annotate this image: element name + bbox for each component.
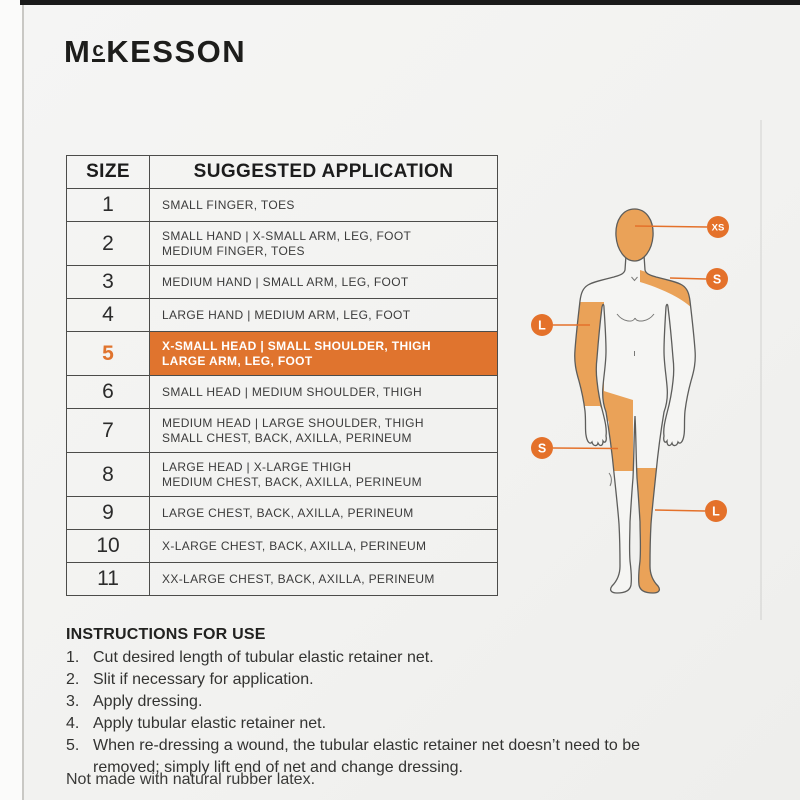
size-row-3 — [67, 266, 498, 299]
package-top-edge — [20, 0, 800, 5]
instructions-steps — [66, 647, 641, 779]
size-row-1 — [67, 189, 498, 222]
step-text: Slit if necessary for application. — [93, 671, 314, 688]
size-header: SIZE — [67, 156, 150, 189]
svg-text:XS: XS — [711, 222, 725, 234]
logo-underlined-c: c — [92, 37, 106, 61]
logo-rest: KESSON — [106, 34, 247, 69]
application-cell — [150, 222, 498, 266]
size-row-2 — [67, 222, 498, 266]
instruction-step — [66, 691, 641, 713]
callout-s-thigh — [531, 437, 553, 459]
size-value: 11 — [67, 563, 150, 596]
step-number: 2. — [66, 671, 80, 688]
size-value: 7 — [67, 409, 150, 453]
application-cell — [150, 453, 498, 497]
application-line: LARGE HAND | MEDIUM ARM, LEG, FOOT — [162, 307, 411, 322]
application-cell — [150, 563, 498, 596]
callout-xs-head — [707, 216, 729, 238]
application-line: X-SMALL HEAD | SMALL SHOULDER, THIGH — [162, 338, 431, 353]
application-line: MEDIUM CHEST, BACK, AXILLA, PERINEUM — [162, 474, 422, 489]
application-cell — [150, 497, 498, 530]
body-diagram — [520, 185, 790, 610]
application-line: LARGE CHEST, BACK, AXILLA, PERINEUM — [162, 505, 414, 520]
size-row-10 — [67, 530, 498, 563]
application-line: X-LARGE CHEST, BACK, AXILLA, PERINEUM — [162, 538, 427, 553]
step-number: 1. — [66, 649, 80, 666]
lower-leg-highlight — [636, 468, 678, 596]
size-value: 4 — [67, 299, 150, 332]
application-line: SMALL HEAD | MEDIUM SHOULDER, THIGH — [162, 384, 423, 399]
latex-footnote: Not made with natural rubber latex. — [66, 771, 316, 788]
application-cell — [150, 332, 498, 376]
step-text: Apply dressing. — [93, 693, 203, 710]
head-highlight — [616, 209, 653, 261]
instruction-step — [66, 647, 641, 669]
size-value: 3 — [67, 266, 150, 299]
application-cell — [150, 299, 498, 332]
size-row-11 — [67, 563, 498, 596]
size-chart-header-row — [67, 156, 498, 189]
step-number: 5. — [66, 737, 80, 754]
instructions-title: INSTRUCTIONS FOR USE — [66, 626, 266, 643]
step-text: When re-dressing a wound, the tubular elastic retainer net doesn’t need to be removed; simply lift end of net and change dressing. — [93, 737, 640, 776]
application-line: LARGE ARM, LEG, FOOT — [162, 353, 313, 368]
application-line: MEDIUM HEAD | LARGE SHOULDER, THIGH — [162, 415, 424, 430]
size-row-6 — [67, 376, 498, 409]
size-row-7 — [67, 409, 498, 453]
step-number: 3. — [66, 693, 80, 710]
size-value: 6 — [67, 376, 150, 409]
application-line: XX-LARGE CHEST, BACK, AXILLA, PERINEUM — [162, 571, 435, 586]
size-value: 2 — [67, 222, 150, 266]
svg-text:L: L — [538, 318, 546, 333]
application-line: SMALL FINGER, TOES — [162, 197, 295, 212]
application-line: SMALL CHEST, BACK, AXILLA, PERINEUM — [162, 430, 412, 445]
logo-m: M — [64, 34, 92, 69]
instruction-step — [66, 669, 641, 691]
body-diagram-svg — [520, 185, 790, 610]
application-cell — [150, 376, 498, 409]
size-value: 5 — [67, 332, 150, 376]
callout-l-lower-leg — [705, 500, 727, 522]
application-cell — [150, 266, 498, 299]
package-left-side — [0, 0, 23, 800]
instruction-step — [66, 713, 641, 735]
svg-text:S: S — [537, 441, 547, 456]
size-value: 8 — [67, 453, 150, 497]
callout-s-shoulder — [706, 268, 728, 290]
svg-text:L: L — [712, 504, 720, 519]
size-row-5 — [67, 332, 498, 376]
size-row-8 — [67, 453, 498, 497]
application-line: LARGE HEAD | X-LARGE THIGH — [162, 459, 352, 474]
size-row-9 — [67, 497, 498, 530]
mckesson-logo — [64, 34, 246, 70]
callout-l-arm — [531, 314, 553, 336]
application-line: MEDIUM FINGER, TOES — [162, 243, 305, 258]
application-cell — [150, 409, 498, 453]
step-number: 4. — [66, 715, 80, 732]
application-line: MEDIUM HAND | SMALL ARM, LEG, FOOT — [162, 274, 409, 289]
size-value: 9 — [67, 497, 150, 530]
application-cell — [150, 189, 498, 222]
svg-text:S: S — [712, 272, 722, 287]
size-value: 10 — [67, 530, 150, 563]
size-value: 1 — [67, 189, 150, 222]
step-text: Apply tubular elastic retainer net. — [93, 715, 327, 732]
application-line: SMALL HAND | X-SMALL ARM, LEG, FOOT — [162, 228, 412, 243]
application-header: SUGGESTED APPLICATION — [150, 156, 498, 189]
instructions-section — [66, 626, 641, 779]
step-text: Cut desired length of tubular elastic retainer net. — [93, 649, 434, 666]
size-chart — [66, 155, 498, 596]
size-row-4 — [67, 299, 498, 332]
application-cell — [150, 530, 498, 563]
